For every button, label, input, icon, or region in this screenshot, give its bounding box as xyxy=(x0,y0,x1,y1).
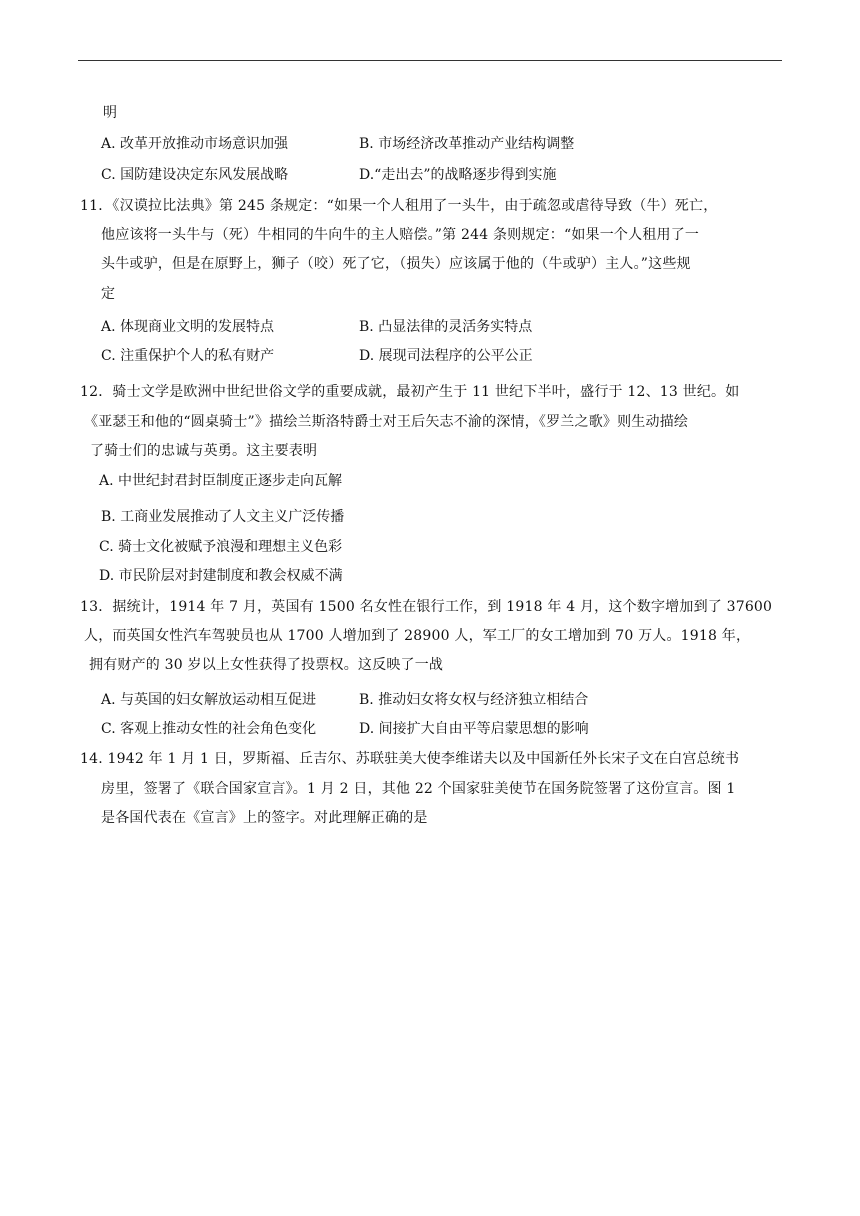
header-rule xyxy=(78,60,782,61)
q11-option-d: D. 展现司法程序的公平公正 xyxy=(359,348,533,364)
q12-option-b: B. 工商业发展推动了人文主义广泛传播 xyxy=(101,509,345,525)
q12-option-a: A. 中世纪封君封臣制度正逐步走向瓦解 xyxy=(99,473,343,489)
q10-option-a: A. 改革开放推动市场意识加强 xyxy=(101,136,289,152)
q13-stem-line-1: 13．据统计，1914 年 7 月，英国有 1500 名女性在银行工作，到 1918 年 4 月，这个数字增加到了 37600 xyxy=(80,599,773,615)
q14-stem-line-1: 14. 1942 年 1 月 1 日，罗斯福、丘吉尔、苏联驻美大使李维诺夫以及中国新任外长宋子文在白宫总统书 xyxy=(80,751,740,767)
q11-stem-line-3: 头牛或驴，但是在原野上，狮子（咬）死了它，（损失）应该属于他的（牛或驴）主人。”这些规 xyxy=(101,256,691,272)
q14-stem-line-3: 是各国代表在《宣言》上的签字。对此理解正确的是 xyxy=(101,810,428,826)
q13-option-a: A. 与英国的妇女解放运动相互促进 xyxy=(101,692,317,708)
q12-option-c: C. 骑士文化被赋予浪漫和理想主义色彩 xyxy=(99,539,343,555)
q11-stem-line-1: 11．《汉谟拉比法典》第 245 条规定：“如果一个人租用了一头牛，由于疏忽或虐待导致（牛）死亡， xyxy=(80,198,718,214)
q10-option-d: D.“走出去”的战略逐步得到实施 xyxy=(359,167,557,183)
q14-stem-line-2: 房里，签署了《联合国家宣言》。1 月 2 日，其他 22 个国家驻美使节在国务院签署了这份宣言。图 1 xyxy=(101,781,736,797)
q13-stem-line-3: 拥有财产的 30 岁以上女性获得了投票权。这反映了一战 xyxy=(89,657,444,673)
q13-option-d: D. 间接扩大自由平等启蒙思想的影响 xyxy=(359,721,589,737)
q11-stem-line-4: 定 xyxy=(101,286,116,302)
q11-option-c: C. 注重保护个人的私有财产 xyxy=(101,348,275,364)
q11-stem-line-2: 他应该将一头牛与（死）牛相同的牛向牛的主人赔偿。”第 244 条则规定：“如果一个人租用了一 xyxy=(101,227,700,243)
q10-option-c: C. 国防建设决定东风发展战略 xyxy=(101,167,289,183)
q12-stem-line-1: 12．骑士文学是欧洲中世纪世俗文学的重要成就，最初产生于 11 世纪下半叶，盛行于 12、13 世纪。如 xyxy=(80,384,740,400)
q10-option-b: B. 市场经济改革推动产业结构调整 xyxy=(359,136,575,152)
q10-stem-tail: 明 xyxy=(103,105,118,121)
q12-stem-line-3: 了骑士们的忠诚与英勇。这主要表明 xyxy=(90,443,318,459)
q13-option-b: B. 推动妇女将女权与经济独立相结合 xyxy=(359,692,589,708)
q11-option-b: B. 凸显法律的灵活务实特点 xyxy=(359,319,533,335)
q11-option-a: A. 体现商业文明的发展特点 xyxy=(101,319,275,335)
q12-option-d: D. 市民阶层对封建制度和教会权威不满 xyxy=(99,568,343,584)
q12-stem-line-2: 《亚瑟王和他的“圆桌骑士”》描绘兰斯洛特爵士对王后矢志不渝的深情，《罗兰之歌》则生动描绘 xyxy=(84,414,689,430)
q13-option-c: C. 客观上推动女性的社会角色变化 xyxy=(101,721,317,737)
q13-stem-line-2: 人，而英国女性汽车驾驶员也从 1700 人增加到了 28900 人，军工厂的女工增加到 70 万人。1918 年， xyxy=(84,628,751,644)
